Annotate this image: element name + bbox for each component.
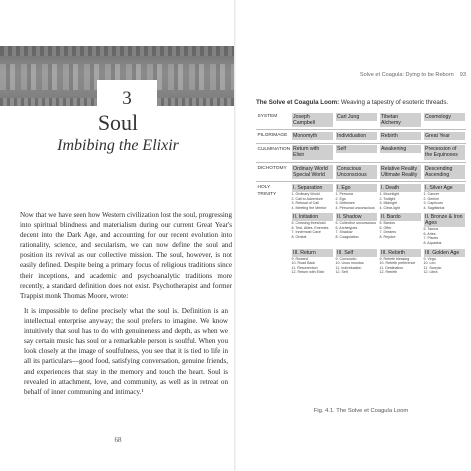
row-label: CULMINATION (256, 143, 290, 162)
figure-heading-subtitle: Weaving a tapestry of esoteric threads. (340, 99, 449, 106)
table-cell: Individuation (334, 130, 378, 143)
table-row (256, 182, 466, 212)
table-row (256, 212, 466, 247)
table-cell: Tibetan Alchemy (378, 111, 422, 130)
stage-cell: I. Ego 1. Persona 2. Ego 3. Defenses 4. Personal unconscious (334, 182, 378, 212)
table-row (256, 163, 466, 182)
loom-table (256, 111, 466, 277)
table-row (256, 143, 466, 162)
table-cell: Ordinary World Special World (290, 163, 334, 182)
row-label: HOLY TRINITY (256, 182, 290, 212)
stage-cell: I. Silver Age 1. Cancer 2. Gemini 3. Capricorn 4. Sagittarius (422, 182, 466, 212)
row-label: DICHOTOMY (256, 163, 290, 182)
table-row (256, 111, 466, 130)
table-cell: Monomyth (290, 130, 334, 143)
stage-cell: II. Initiation 5. Crossing threshold 6. Test, Allies, Enemies 7. Innermost Cave 8. Ordeal (290, 212, 334, 247)
stage-cell: III. Golden Age 9. Virgo 10. Leo 11. Scorpio 12. Libra (422, 247, 466, 276)
table-cell: Precession of the Equinoxes (422, 143, 466, 162)
stage-cell: II. Shadow 5. Collective unconscious 6. Archetypes 7. Shadow 8. Coagulation (335, 214, 377, 240)
running-head (296, 72, 466, 78)
figure-heading-title: The Solve et Coagula Loom: (256, 99, 340, 106)
stage-cell: II. Bardo 5. Bardos 6. Offer 7. Dreams 8. Rejoice (378, 212, 422, 247)
chapter-subtitle: Imbibing the Elixir (57, 137, 179, 154)
figure-heading (256, 99, 466, 106)
table-cell: Rebirth (378, 130, 422, 143)
running-head-title: Solve et Coagula: Dying to be Reborn (359, 72, 454, 78)
table-cell: Carl Jung (334, 111, 378, 130)
row-label: PILGRIMAGE (256, 130, 290, 143)
table-cell: Descending Ascending (422, 163, 466, 182)
table-row (256, 130, 466, 143)
table-cell: Return with Elixir (290, 143, 334, 162)
stage-cell: III. Self 9. Coniunctio 10. Unus mundus 11. Individuation 12. Self (334, 247, 378, 276)
chapter-title: Soul (97, 110, 139, 135)
table-cell: Conscious Unconscious (334, 163, 378, 182)
table-row (256, 247, 466, 276)
table-cell: Great Year (422, 130, 466, 143)
table-cell: Self (334, 143, 378, 162)
table-cell: Awakening (378, 143, 422, 162)
table-cell: Joseph Campbell (290, 111, 334, 130)
stage-cell: III. Return 9. Reward 10. Road Back 11. Resurrection 12. Return with Elixir (290, 247, 334, 276)
table-cell: Cosmology (422, 111, 466, 130)
page-number-right: 93 (459, 72, 466, 78)
row-label: SYSTEM (257, 114, 278, 119)
figure-caption: Fig. 4.1. The Solve et Coagula Loom (313, 408, 409, 414)
body-paragraph: Now that we have seen how Western civilization lost the soul, progressing into spiritual blindness and materialism during our current Great Year's decent into the Dark Age, and accounting for our recent evolution into rationality, science, and secularism, we can now define the soul and position its revival as our collective mission. The soul, however, is not easily defined. Despite being a primary focus of religious traditions since their inceptions, and academic and psychoanalytic traditions more recently, a standard definition does not exist. Psychotherapist and former Trappist monk Thomas Moore, wrote: (20, 211, 232, 300)
chapter-number: 3 (122, 88, 132, 109)
stage-cell: III. Rebirth 9. Rebirth blessing 10. Rebirth preference 11. Destination 12. Rebirth (378, 247, 422, 276)
table-cell: Relative Reality Ultimate Reality (378, 163, 422, 182)
stage-cell: II. Bronze & Iron Ages 5. Taurus 6. Aries 7. Pisces 8. Aquarius (422, 212, 466, 247)
stage-cell: I. Separation 1. Ordinary World 2. Call to Adventure 3. Refusal of Call 4. Meeting the Mentor (290, 182, 334, 212)
page-number-left: 68 (114, 436, 122, 444)
stage-cell: I. Death 1. Moonlight 2. Twilight 3. Midnight 4. Clear-light (378, 182, 422, 212)
block-quote: It is impossible to define precisely what the soul is. Definition is an intellectual enterprise anyway; the soul prefers to imagine. We know intuitively that soul has to do with genuineness and depth, as when we say certain music has soul or a remarkable person is soulful. When you look closely at the image of soulfulness, you see that it is tied to life in all its particulars—good food, satisfying conversation, genuine friends, and experiences that stay in the memory and touch the heart. Soul is revealed in attachment, love, and community, as well as in retreat on behalf of inner communing and intimacy.¹ (24, 307, 228, 396)
